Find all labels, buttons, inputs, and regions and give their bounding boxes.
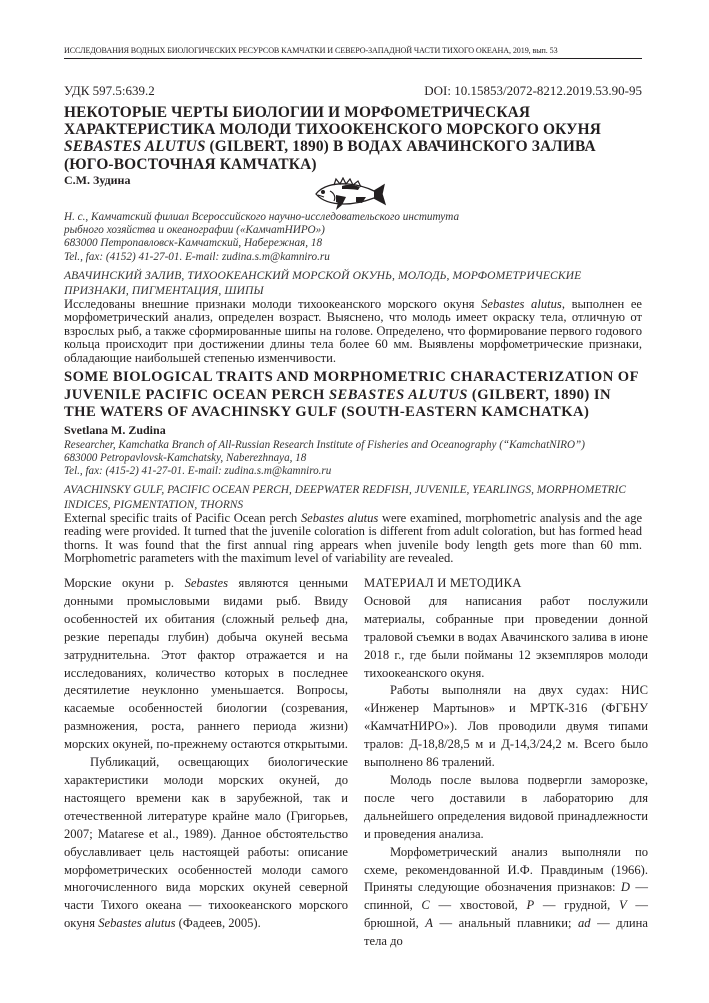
affiliation-ru (64, 211, 642, 264)
symbol: V (619, 898, 627, 913)
body-paragraph: Молодь после вылова подвергли заморозке, после чего доставили в лабораторию для дальнейшего определения видовой принадлежности и проведения анализа. (364, 772, 648, 841)
affiliation-contact: Tel., fax: (4152) 41-27-01. E-mail: zudina.s.m@kamniro.ru (64, 250, 330, 263)
abstract-en-text: External specific traits of Pacific Ocean perch (64, 511, 301, 525)
abstract-en (64, 512, 642, 566)
meta-row (64, 83, 642, 99)
running-head: ИССЛЕДОВАНИЯ ВОДНЫХ БИОЛОГИЧЕСКИХ РЕСУРСОВ КАМЧАТКИ И СЕВЕРО-ЗАПАДНОЙ ЧАСТИ ТИХОГО ОКЕАНА, 2019, вып. 53 (64, 46, 642, 59)
abstract-en-text-2: were examined, morphometric analysis and the age reading were provided. It turned that the juvenile coloration is different from adult coloration, but has formed head thorns. It was found that the first annual ring appears when juvenile body length gets more than 60 mm. Morphometric parameters with the maximum level of variability are revealed. (64, 511, 642, 566)
affiliation-line: рыбного хозяйства и океанографии («КамчатНИРО») (64, 224, 325, 237)
text: — спинной, (364, 880, 648, 913)
title-en-species: SEBASTES ALUTUS (328, 386, 468, 403)
title-ru-text-2: (GILBERT, 1890) В ВОДАХ АВАЧИНСКОГО ЗАЛИВА (ЮГО-ВОСТОЧНАЯ КАМЧАТКА) (64, 138, 596, 173)
symbol: D (620, 880, 631, 895)
body-column-left (64, 575, 348, 933)
affiliation-en (64, 439, 642, 479)
body-column-right (364, 575, 648, 951)
text: — длина тела до (364, 916, 648, 949)
affiliation-address: 683000 Petropavlovsk-Kamchatsky, Naberezhnaya, 18 (64, 452, 307, 465)
symbol: ad (578, 916, 591, 931)
article-title-ru (64, 104, 642, 173)
abstract-ru-text-2: , выполнен ее морфометрический анализ, определен возраст. Выяснено, что молодь имеет окраску тела, отличную от взрослых рыб, а также сформированные шипы на голове. Определено, что формирование первого годового кольца происходит при достижении длины тела более 60 мм. Выявлены морфометрические признаки, обладающие наибольшей степенью изменчивости. (64, 297, 642, 365)
species-name: Sebastes (184, 576, 228, 590)
affiliation-line: Researcher, Kamchatka Branch of All-Russian Research Institute of Fisheries and Oceanography (“KamchatNIRO”) (64, 439, 585, 451)
body-paragraph (64, 575, 348, 754)
udk-code: УДК 597.5:639.2 (64, 83, 155, 98)
title-ru-species: SEBASTES ALUTUS (64, 138, 206, 156)
affiliation-line: Н. с., Камчатский филиал Всероссийского научно-исследовательского института (64, 211, 460, 223)
text: Морфометрический анализ выполняли по схеме, рекомендованной И.Ф. Правдиным (1966). Приняты следующие обозначения признаков: (364, 844, 648, 895)
symbol: P (526, 898, 535, 913)
body-paragraph (64, 754, 348, 933)
affiliation-address: 683000 Петропавловск-Камчатский, Набережная, 18 (64, 237, 323, 250)
text: — анальный плавники; (432, 916, 578, 931)
abstract-ru-text: Исследованы внешние признаки молоди тихоокеанского морского окуня (64, 297, 482, 311)
title-en-text: SOME BIOLOGICAL TRAITS AND MORPHOMETRIC CHARACTERIZATION OF JUVENILE PACIFIC OCEAN PERCH (64, 369, 639, 403)
text: являются ценными донными промысловыми видами рыб. Ввиду особенностей их обитания (сложный рельеф дна, резкие перепады глубин) добыча окуней весьма затруднительна. Этот фактор отражается и на исследованиях, количество которых в последнее десятилетие неуклонно уменьшается. Вопросы, касаемые особенностей биологии (созревания, размножения, роста, раннего периода жизни) морских окуней, по-прежнему остаются открытыми. (64, 576, 349, 752)
text: (Фадеев, 2005). (175, 916, 261, 931)
species-name: Sebastes alutus (98, 916, 176, 931)
fish-illustration-icon (312, 177, 388, 211)
body-paragraph: Работы выполняли на двух судах: НИС «Инженер Мартынов» и МРТК-316 (ФГБНУ «КамчатНИРО»). Лов проводили двумя типами тралов: Д-18,8/28,5 м и Д-14,3/24,2 м. Всего было выполнено 86 тралений. (364, 683, 648, 770)
text: Публикаций, освещающих биологические характеристики молоди морских окуней, до настоящего времени как в зарубежной, так и отечественной литературе крайне мало (Григорьев, 2007; Matarese et al., 1989). Данное обстоятельство обуславливает цель настоящей работы: описание морфометрических особенностей молоди самого многочисленного вида морских окуней северной части Тихого океана — тихоокеанского морского окуня (64, 755, 348, 931)
doi-link[interactable]: DOI: 10.15853/2072-8212.2019.53.90-95 (424, 83, 642, 98)
title-ru-text: НЕКОТОРЫЕ ЧЕРТЫ БИОЛОГИИ И МОРФОМЕТРИЧЕСКАЯ ХАРАКТЕРИСТИКА МОЛОДИ ТИХООКЕНСКОГО МОРСКОГО ОКУНЯ (64, 104, 601, 139)
abstract-en-species: Sebastes alutus (300, 511, 379, 525)
keywords-en: AVACHINSKY GULF, PACIFIC OCEAN PERCH, DEEPWATER REDFISH, JUVENILE, YEARLINGS, MORPHOMETRIC INDICES, PIGMENTATION, THORNS (64, 484, 627, 511)
text: Морские окуни р. (64, 576, 185, 590)
abstract-ru (64, 298, 642, 365)
author-ru: С.М. Зудина (64, 173, 131, 187)
article-title-en (64, 369, 642, 422)
text: — хвостовой, (429, 898, 527, 913)
keywords-ru: АВАЧИНСКИЙ ЗАЛИВ, ТИХООКЕАНСКИЙ МОРСКОЙ ОКУНЬ, МОЛОДЬ, МОРФОМЕТРИЧЕСКИЕ ПРИЗНАКИ, ПИГМЕНТАЦИЯ, ШИПЫ (64, 269, 582, 297)
title-en-text-2: (GILBERT, 1890) IN THE WATERS OF AVACHINSKY GULF (SOUTH-EASTERN KAMCHATKA) (64, 386, 611, 420)
affiliation-contact: Tel., fax: (415-2) 41-27-01. E-mail: zudina.s.m@kamniro.ru (64, 465, 332, 478)
symbol: C (421, 898, 430, 913)
abstract-ru-species: Sebastes alutus (481, 297, 562, 311)
body-paragraph: Основой для написания работ послужили материалы, собранные при проведении донной траловой съемки в водах Авачинского залива в июне 2018 г., где были пойманы 12 экземпляров молоди тихоокеанского окуня. (364, 593, 648, 680)
body-paragraph (364, 844, 648, 951)
text: — грудной, (534, 898, 620, 913)
text: — брюшной, (364, 898, 648, 931)
author-en: Svetlana M. Zudina (64, 423, 166, 437)
symbol: A (425, 916, 433, 931)
section-heading: МАТЕРИАЛ И МЕТОДИКА (364, 576, 522, 590)
